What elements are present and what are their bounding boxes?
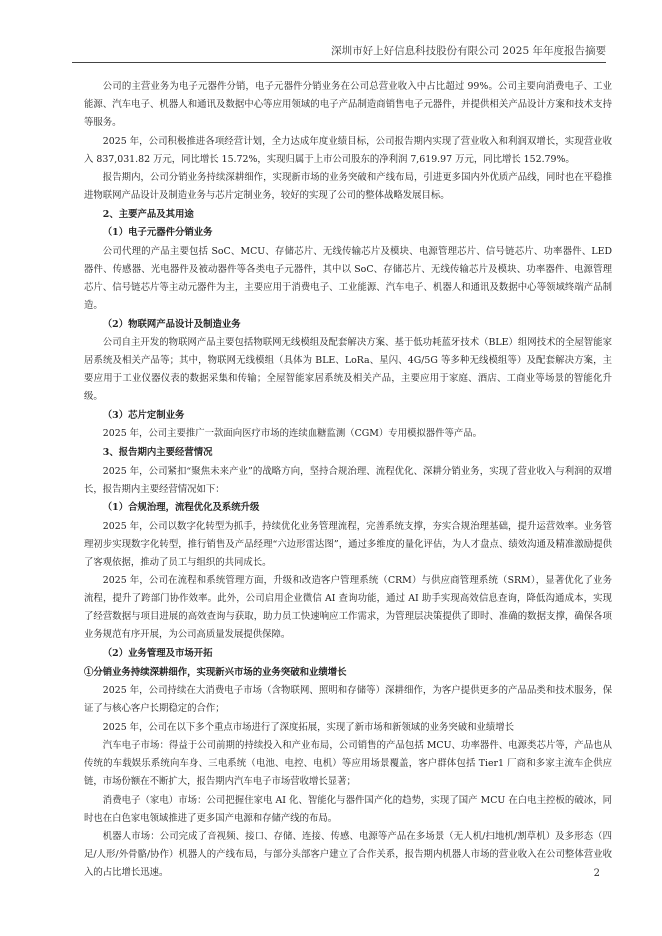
paragraph-performance: 2025 年，公司积极推进各项经营计划，全力达成年度业绩目标，公司报告期内实现了营业收入和利润双增长，实现营业收入 837,031.82 万元，同比增长 15.72%，实现归属于上市公司股东的净利润 7,619.97 万元，同比增长 152.79%。	[84, 135, 612, 165]
paragraph-iot: 公司自主开发的物联网产品主要包括物联网无线模组及配套解决方案、基于低功耗蓝牙技术（BLE）组网技术的全屋智能家居系统及相关产品等；其中，物联网无线模组（具体为 BLE、LoRa、星闪、4G/5G 等多种无线模组等）及配套解决方案，主要应用于工业仪器仪表的数据采集和传输；全屋智能家居系统及相关产品，主要应用于家庭、酒店、工商业等场景的智能化升级。	[84, 337, 612, 403]
section-heading-products: 2、主要产品及其用途	[102, 208, 194, 220]
paragraph-compliance-1: 2025 年，公司以数字化转型为抓手，持续优化业务管理流程，完善系统支撑，夯实合规治理基础，提升运营效率。业务管理初步实现数字化转型，推行销售及产品经理“六边形雷达图”，通过多维度的量化评估，为人才盘点、绩效沟通及精准激励提供了客观依据，推动了员工与组织的共同成长。	[84, 520, 612, 568]
subheading-iot: （2）物联网产品设计及制造业务	[102, 318, 241, 330]
paragraph-robotics: 机器人市场：公司完成了音视频、接口、存储、连接、传感、电源等产品在多场景（无人机/扫地机/割草机）及多形态（四足/人形/外骨骼/协作）机器人的产线布局，与部分头部客户建立了合作关系，报告期内机器人市场的营业收入在公司整体营业收入的占比增长迅速。	[84, 831, 612, 879]
paragraph-chip: 2025 年，公司主要推广一款面向医疗市场的连续血糖监测（CGM）专用模拟器件等产品。	[102, 428, 483, 440]
subheading-market: （2）业务管理及市场开拓	[102, 647, 213, 659]
subheading-compliance: （1）合规治理，流程优化及系统升级	[102, 502, 260, 514]
paragraph-distribution: 公司代理的产品主要包括 SoC、MCU、存储芯片、无线传输芯片及模块、电源管理芯片、信号链芯片、功率器件、LED 器件、传感器、光电器件及被动器件等各类电子元器件，其中以 SoC、存储芯片、无线传输芯片及模块、功率器件、电源管理芯片、信号链芯片等主动元器件为主，主要应用于消费电子、工业能源、汽车电子、机器人和通讯及数据中心等领域终端产品制造。	[84, 245, 612, 311]
paragraph-market-1: 2025 年，公司持续在大消费电子市场（含物联网、照明和存储等）深耕细作，为客户提供更多的产品品类和技术服务，保证了与核心客户长期稳定的合作；	[84, 685, 612, 715]
report-body	[84, 78, 612, 883]
paragraph-market-2: 2025 年，公司在以下多个重点市场进行了深度拓展，实现了新市场和新领域的业务突破和业绩增长	[102, 721, 515, 733]
paragraph-strategy: 报告期内，公司分销业务持续深耕细作，实现新市场的业务突破和产线布局，引进更多国内外优质产品线，同时也在平稳推进物联网产品设计及制造业务与芯片定制业务，较好的实现了公司的整体战略发展目标。	[84, 172, 612, 202]
subheading-distribution: （1）电子元器件分销业务	[102, 227, 213, 239]
paragraph-operations: 2025 年，公司紧扣“聚焦未来产业”的战略方向，坚持合规治理、流程优化、深耕分销业务，实现了营业收入与利润的双增长，报告期内主要经营情况如下：	[84, 465, 612, 495]
paragraph-main-business: 公司的主营业务为电子元器件分销，电子元器件分销业务在公司总营业收入中占比超过 99%。公司主要向消费电子、工业能源、汽车电子、机器人和通讯及数据中心等应用领域的电子产品制造商销售电子元器件，并提供相关产品设计方案和技术支持等服务。	[84, 81, 612, 128]
paragraph-automotive: 汽车电子市场：得益于公司前期的持续投入和产业布局，公司销售的产品包括 MCU、功率器件、电源类芯片等，产品也从传统的车载娱乐系统向车身、三电系统（电池、电控、电机）等应用场景覆盖，客户群体包括 Tier1 厂商和多家主流车企供应链，市场份额在不断扩大，报告期内汽车电子市场营收增长显著；	[84, 740, 612, 788]
subheading-market-distribution: ①分销业务持续深耕细作，实现新兴市场的业务突破和业绩增长	[84, 666, 347, 678]
header-divider	[72, 62, 606, 63]
report-header: 深圳市好上好信息科技股份有限公司 2025 年年度报告摘要	[331, 45, 606, 57]
page-number: 2	[593, 868, 600, 879]
subheading-chip: （3）芯片定制业务	[102, 409, 185, 421]
paragraph-compliance-2: 2025 年，公司在流程和系统管理方面，升级和改造客户管理系统（CRM）与供应商管理系统（SRM），显著优化了业务流程，提升了跨部门协作效率。此外，公司启用企业微信 AI 查询功能，通过 AI 助手实现高效信息查询，降低沟通成本，实现了经营数据与项目进展的高效查询与获取，助力员工快速响应工作需求，为管理层决策提供了即时、准确的数据支撑，确保各项业务规范有序开展，为公司高质量发展提供保障。	[84, 575, 612, 641]
section-heading-operations: 3、报告期内主要经营情况	[102, 446, 213, 458]
paragraph-home-appliance: 消费电子（家电）市场：公司把握住家电 AI 化、智能化与器件国产化的趋势，实现了国产 MCU 在白电主控板的破冰，同时也在白色家电领域推进了更多国产电源和存储产线的布局。	[84, 794, 612, 824]
